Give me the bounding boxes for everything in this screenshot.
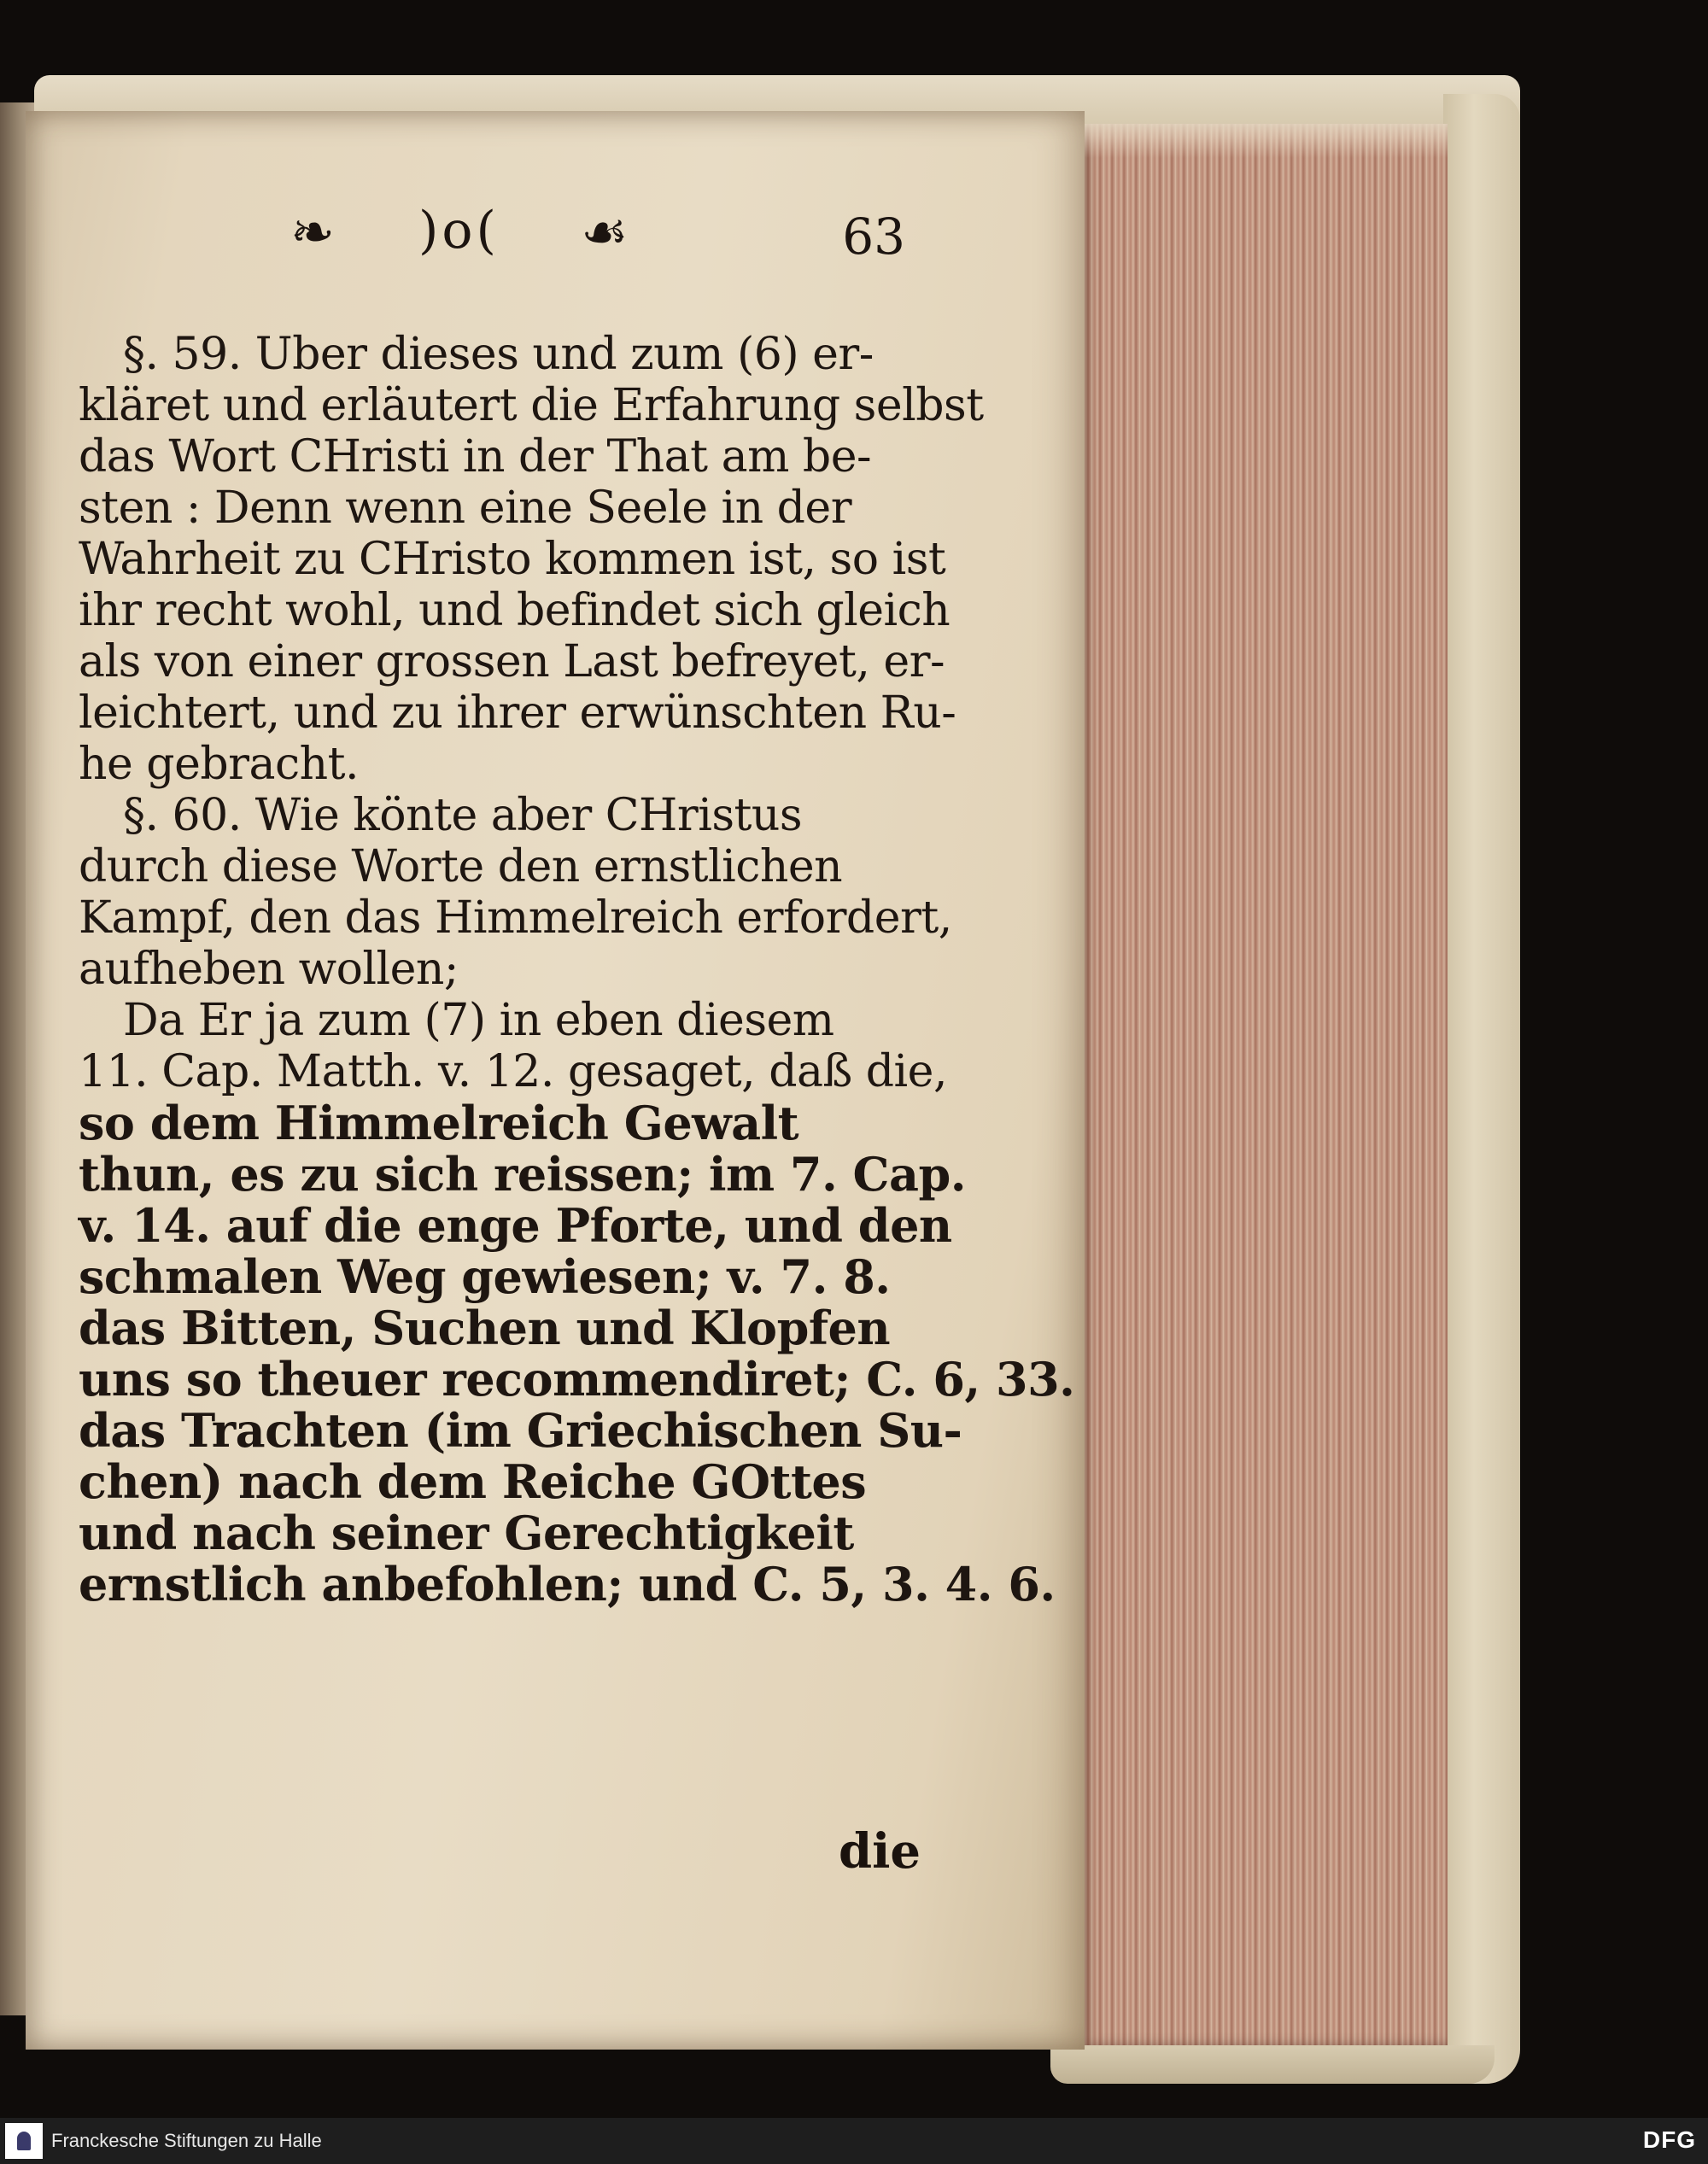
vellum-cover-bottom xyxy=(1050,2045,1494,2084)
text-line: durch diese Worte den ernstlichen xyxy=(79,841,843,892)
header-ornament-center: )o( xyxy=(418,201,500,260)
text-line: das Wort CHristi in der That am be- xyxy=(79,431,872,483)
text-line: schmalen Weg gewiesen; v. 7. 8. xyxy=(79,1249,891,1304)
text-line: Da Er ja zum (7) in eben diesem xyxy=(123,995,834,1046)
text-line: sten : Denn wenn eine Seele in der xyxy=(79,483,852,534)
text-line: ernstlich anbefohlen; und C. 5, 3. 4. 6. xyxy=(79,1557,1056,1611)
text-line: thun, es zu sich reissen; im 7. Cap. xyxy=(79,1147,967,1202)
text-line: uns so theuer recommendiret; C. 6, 33. xyxy=(79,1352,1075,1407)
running-head xyxy=(273,201,905,278)
text-line: als von einer grossen Last befreyet, er- xyxy=(79,636,945,687)
text-line: und nach seiner Gerechtigkeit xyxy=(79,1506,854,1560)
text-line: he gebracht. xyxy=(79,739,360,790)
text-line: §. 59. Uber dieses und zum (6) er- xyxy=(123,329,874,380)
header-ornament-right-icon: ☙ xyxy=(581,201,629,263)
text-line: Kampf, den das Himmelreich erfordert, xyxy=(79,892,952,944)
page-number: 63 xyxy=(842,208,905,266)
text-line: das Trachten (im Griechischen Su- xyxy=(79,1403,962,1458)
header-ornament-left-icon: ❧ xyxy=(290,201,335,263)
text-line: v. 14. auf die enge Pforte, und den xyxy=(79,1198,952,1253)
page-text xyxy=(79,329,1075,1611)
vellum-cover-right xyxy=(1443,94,1520,2084)
page-fore-edge xyxy=(1080,124,1448,2045)
text-line: aufheben wollen; xyxy=(79,944,459,995)
catchword: die xyxy=(839,1823,921,1880)
funder-logo: DFG xyxy=(1642,2126,1696,2153)
institution-logo-icon xyxy=(5,2123,43,2159)
text-line: chen) nach dem Reiche GOttes xyxy=(79,1454,867,1509)
text-line: 11. Cap. Matth. v. 12. gesaget, daß die, xyxy=(79,1046,947,1097)
text-line: so dem Himmelreich Gewalt xyxy=(79,1096,799,1150)
text-line: das Bitten, Suchen und Klopfen xyxy=(79,1301,891,1355)
text-line: §. 60. Wie könte aber CHristus xyxy=(123,790,803,841)
text-line: ihr recht wohl, und befindet sich gleich xyxy=(79,585,951,636)
fore-edge-highlight xyxy=(1080,124,1448,158)
institution-name: Franckesche Stiftungen zu Halle xyxy=(51,2130,322,2151)
viewer-footer xyxy=(0,2118,1708,2164)
text-line: leichtert, und zu ihrer erwünschten Ru- xyxy=(79,687,956,739)
text-line: kläret und erläutert die Erfahrung selbst xyxy=(79,380,984,431)
text-line: Wahrheit zu CHristo kommen ist, so ist xyxy=(79,534,946,585)
